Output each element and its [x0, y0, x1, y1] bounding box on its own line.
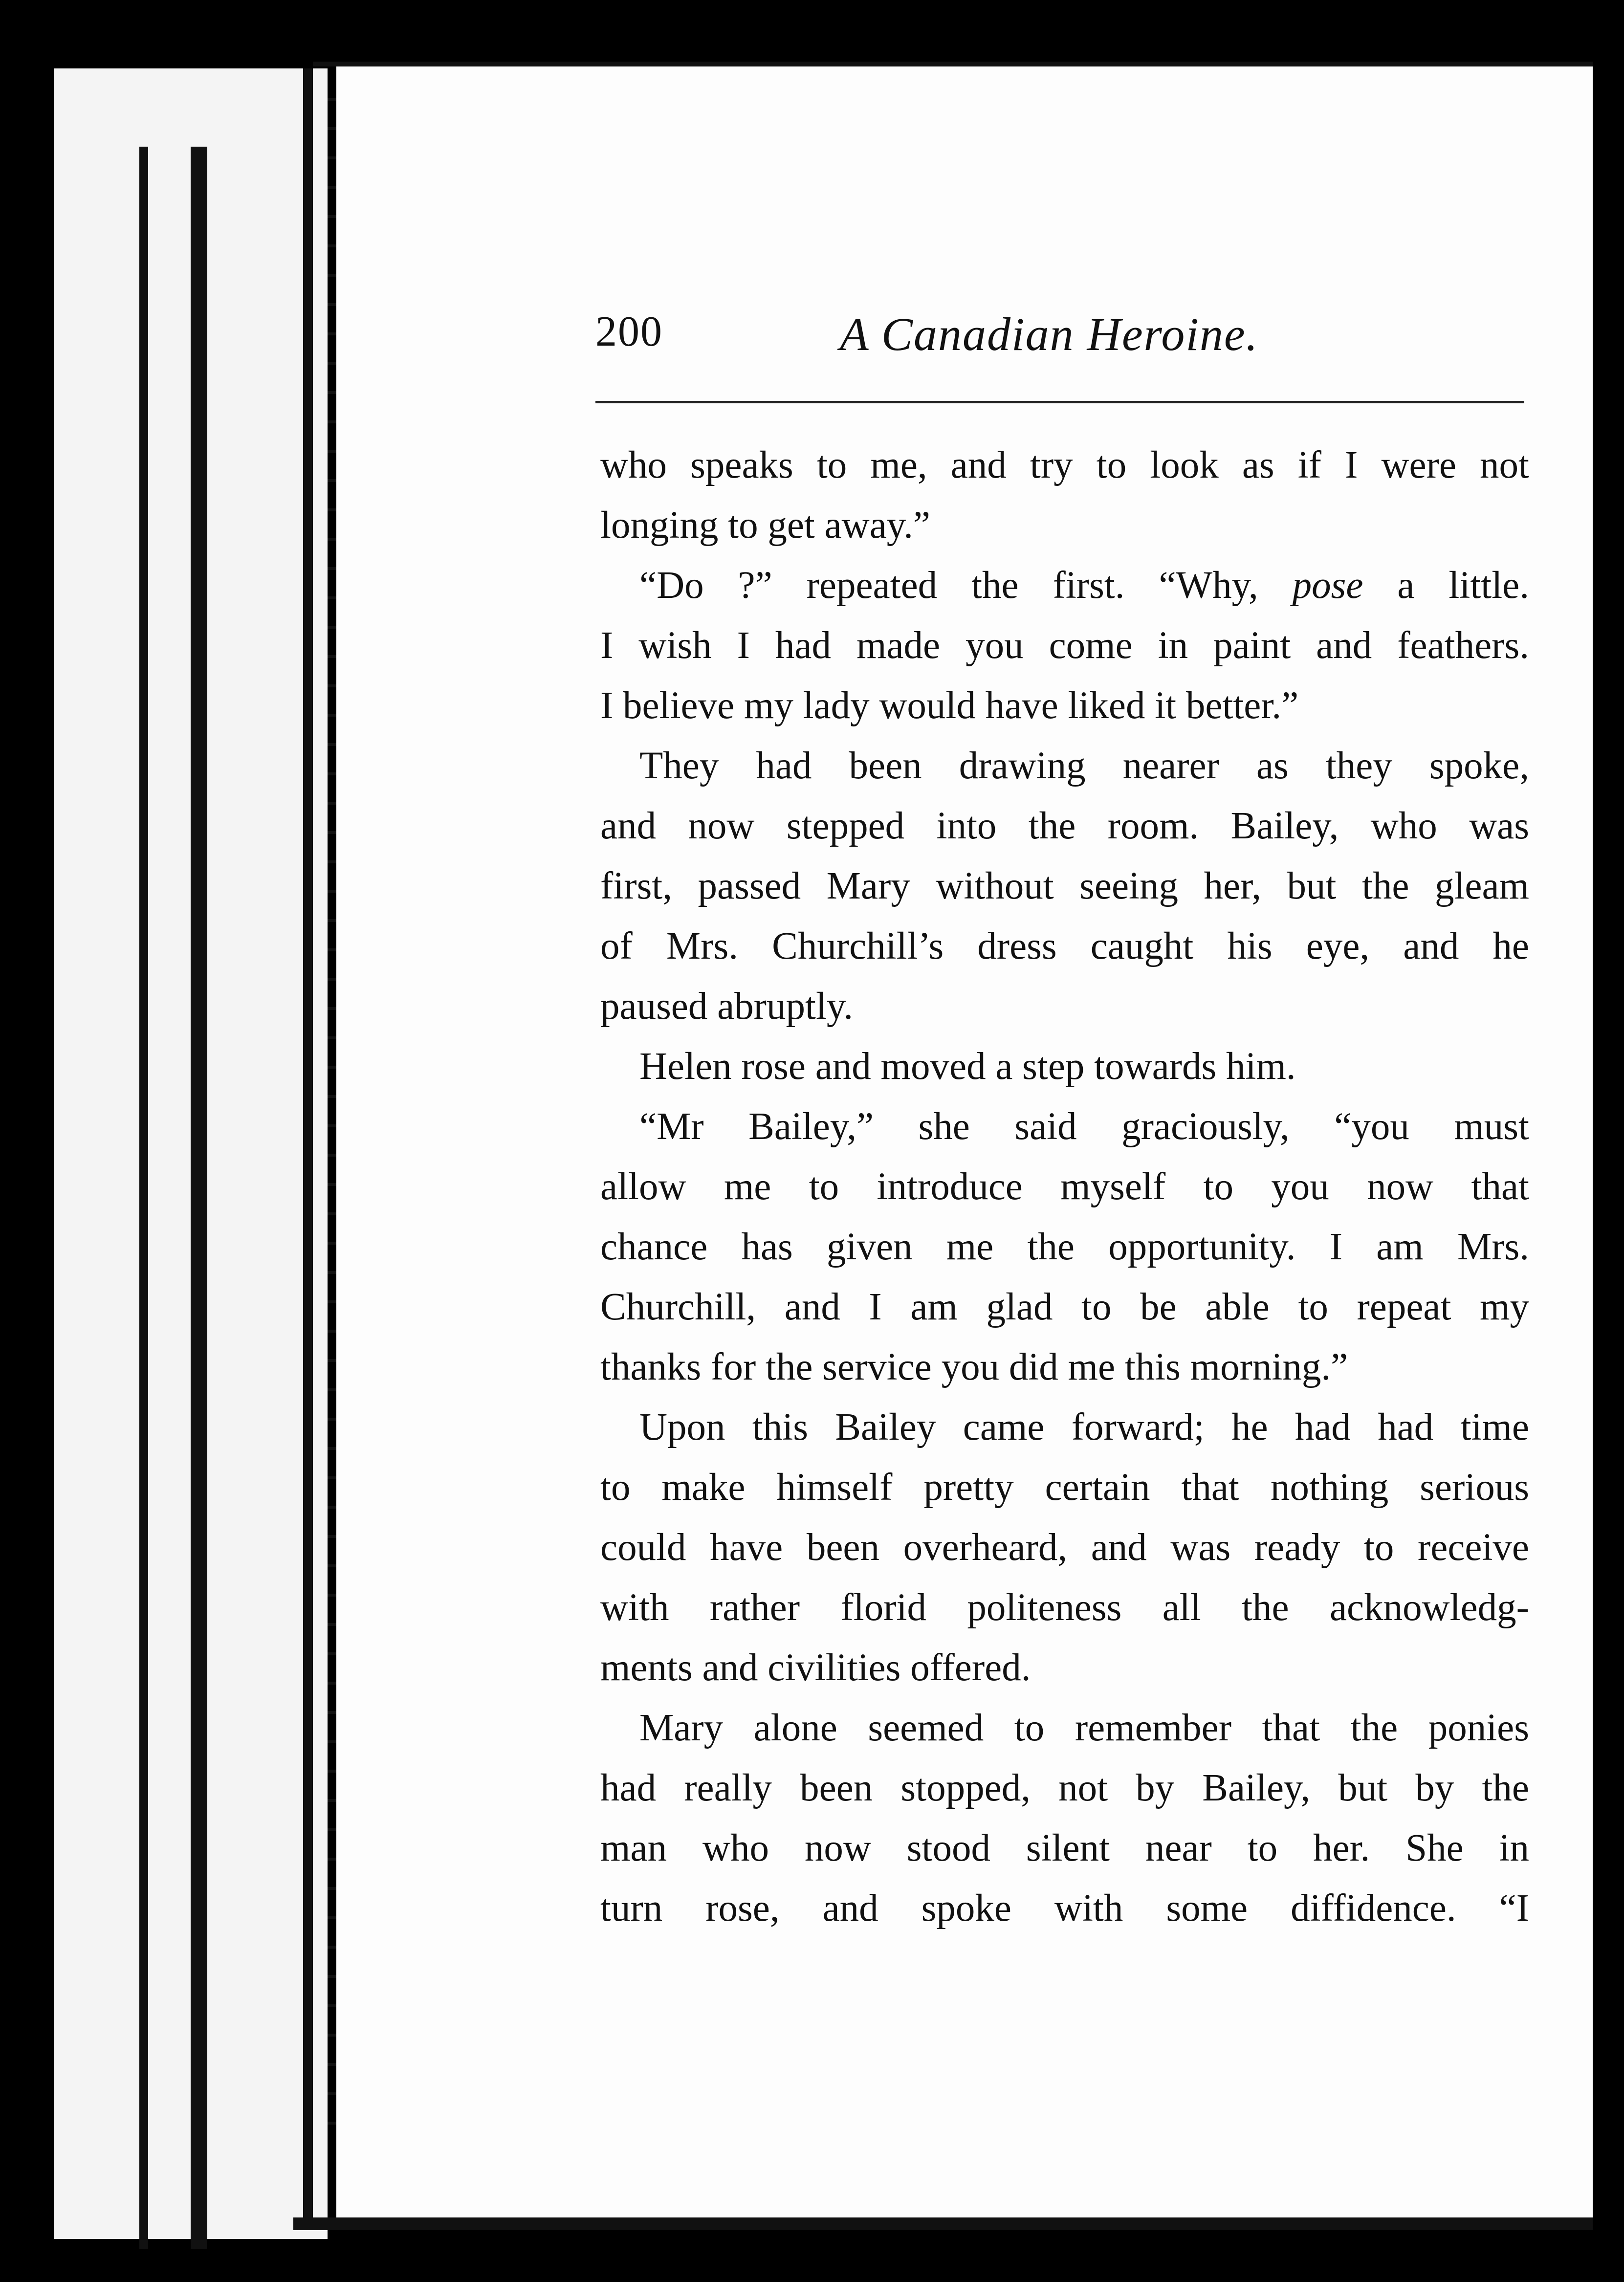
page-top-edge — [313, 62, 1594, 66]
text-line: thanks for the service you did me this morning.” — [600, 1346, 1348, 1388]
text-line: allow me to introduce myself to you now that — [600, 1165, 1529, 1208]
page-gutter-line — [303, 68, 313, 2229]
text-line: turn rose, and spoke with some diffidence. “I — [600, 1887, 1529, 1930]
text-line: Helen rose and moved a step towards him. — [639, 1045, 1296, 1088]
text-line: They had been drawing nearer as they spoke, — [639, 745, 1529, 787]
text-line: I believe my lady would have liked it better.” — [600, 684, 1299, 727]
text-line: ments and civilities offered. — [600, 1646, 1031, 1689]
text-line: who speaks to me, and try to look as if I were not — [600, 444, 1529, 486]
text-line: of Mrs. Churchill’s dress caught his eye, and he — [600, 925, 1529, 967]
binding-edge-line — [191, 147, 207, 2249]
binding-edge-line — [139, 147, 148, 2249]
text-line: first, passed Mary without seeing her, but the gleam — [600, 865, 1529, 907]
text-line: could have been overheard, and was ready to receive — [600, 1526, 1529, 1569]
running-head — [595, 307, 1524, 361]
page-number: 200 — [595, 308, 663, 355]
gutter-specks — [328, 98, 337, 2151]
page-bottom-edge — [293, 2217, 1594, 2230]
text-line: Churchill, and I am glad to be able to repeat my — [600, 1286, 1529, 1328]
text-line: chance has given me the opportunity. I am Mrs. — [600, 1226, 1529, 1268]
text-line: longing to get away.” — [600, 504, 930, 547]
book-spine — [54, 68, 328, 2239]
text-line: “Mr Bailey,” she said graciously, “you must — [639, 1105, 1529, 1148]
text-line: and now stepped into the room. Bailey, who was — [600, 805, 1529, 847]
text-line: Upon this Bailey came forward; he had had time — [639, 1406, 1529, 1448]
text-line: man who now stood silent near to her. She in — [600, 1827, 1529, 1869]
text-line: I wish I had made you come in paint and feathers. — [600, 624, 1529, 667]
text-line: with rather florid politeness all the acknowledg- — [600, 1586, 1529, 1629]
text-line: had really been stopped, not by Bailey, but by the — [600, 1767, 1529, 1809]
book-title: A Canadian Heroine. — [840, 308, 1259, 360]
body-text — [600, 435, 1529, 1938]
text-line: Mary alone seemed to remember that the ponies — [639, 1707, 1529, 1749]
text-line: to make himself pretty certain that nothing serious — [600, 1466, 1529, 1509]
text-line: paused abruptly. — [600, 985, 854, 1028]
page-right-edge — [1593, 62, 1624, 2232]
header-rule — [595, 401, 1524, 403]
text-line: “Do ?” repeated the first. “Why, pose a little. — [639, 564, 1529, 607]
